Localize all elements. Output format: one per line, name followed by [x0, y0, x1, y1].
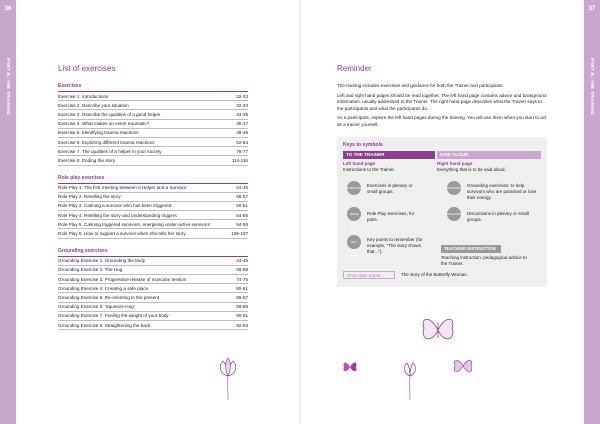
exercise-list: [58, 64, 248, 339]
said-aloud-header: SAID ALOUD: [437, 151, 541, 159]
to-trainer-header: TO THE TRAINER: [343, 151, 435, 159]
list-item: Exercise 7. The qualities of a helper in your society 76-77: [58, 147, 248, 156]
flower-illustration: [400, 360, 420, 400]
reminder-paragraph: As a participant, explore the left hand pages during the training. You will use them when you start to act as a trainer yourself.: [337, 115, 547, 127]
list-item: Grounding Exercise 5. Re-orienting to the present 86-87: [58, 293, 248, 302]
key-point-key-text: Key points to remember (for example, "The story shows that...").: [367, 236, 423, 254]
left-page-number: 36: [4, 6, 12, 12]
left-side-label: PART B: THE TRAINING: [6, 58, 11, 116]
list-item: Exercise 8. Ending the story 114-115: [58, 156, 248, 165]
list-item: Grounding Exercise 7. Feeling the weight of your body 90-91: [58, 312, 248, 321]
discussion-key-text: Discussions in plenary or small groups.: [467, 210, 529, 222]
list-item: Role Play 2. Retelling the story 56-57: [58, 193, 248, 202]
role-play-key-text: Role Play exercises, for pairs.: [367, 210, 415, 222]
left-page-key-desc: Instructions to the Trainer.: [343, 166, 395, 172]
list-item: Exercise 2. Describe your situation 32-33: [58, 101, 248, 110]
keys-title: Keys to symbols: [343, 141, 383, 148]
role-play-section: [58, 175, 248, 239]
left-page-edge: [0, 0, 16, 424]
once-upon-a-time-badge: Once upon a time...: [343, 271, 395, 279]
large-butterfly-illustration: [420, 312, 456, 348]
left-page-key-title: Left hand page: [343, 160, 376, 166]
reminder-paragraph: Left and right hand pages should be read together. The left hand page contains advice and background information, usually addressed to the Trainer. The right hand page describes what the Trainer says to the participants and what the participants do.: [337, 92, 547, 111]
list-item: Grounding Exercise 1. Grounding the body 44-45: [58, 257, 248, 266]
exercise-key-text: Exercises in plenary or small groups.: [367, 182, 413, 194]
reminder-panel: [337, 64, 549, 287]
reminder-title: Reminder: [337, 64, 372, 73]
once-upon-a-time-desc: The story of the Butterfly Woman.: [401, 271, 468, 277]
grounding-key-text: Grounding exercises: to help survivors who are panicked or lose their energy.: [467, 182, 537, 200]
small-butterfly-illustration: [342, 360, 358, 374]
list-item: Exercise 5. Identifying trauma reactions 48-49: [58, 129, 248, 138]
list-item: Role Play 1. The first meeting between a Helper and a Survivor 34-35: [58, 184, 248, 193]
list-item: Grounding Exercise 6. 'Squeeze-Hug' 88-89: [58, 303, 248, 312]
right-page-edge: [584, 0, 600, 424]
reminder-paragraph: The training includes exercises and guidance for both the Trainer and participants.: [337, 83, 505, 88]
list-item: Grounding Exercise 4. Creating a safe place 80-81: [58, 284, 248, 293]
section-title: Exercises: [58, 83, 248, 92]
list-item: Exercise 1. Introductions 32-33: [58, 92, 248, 101]
grounding-icon: GROUNDING: [447, 181, 461, 195]
list-item: Grounding Exercise 3. Progressive release of muscular tension 74-75: [58, 275, 248, 284]
list-item: Exercise 6. Exploring different trauma reactions 52-53: [58, 138, 248, 147]
keys-to-symbols-box: [337, 137, 547, 287]
role-play-icon: ROLE PLAY: [347, 207, 361, 221]
section-title: Role play exercises: [58, 175, 248, 184]
page-title: List of exercises: [58, 64, 116, 73]
section-title: Grounding exercises: [58, 248, 248, 257]
right-page-key-desc: Everything that is to be said aloud.: [437, 166, 506, 172]
list-item: Role Play 4. Retelling the story and understanding triggers 54-55: [58, 211, 248, 220]
exercise-icon: EXERCISE: [347, 181, 361, 195]
list-item: Role Play 5. Calming triggered survivors, energising under-active survivors 94-95: [58, 220, 248, 229]
right-page-key-title: Right hand page: [437, 160, 473, 166]
right-page-number: 37: [588, 6, 596, 12]
exercises-section: [58, 83, 248, 166]
right-side-label: PART B: THE TRAINING: [590, 58, 595, 116]
list-item: Role Play 6. How to support a survivor when she tells her story 106-107: [58, 229, 248, 238]
discussion-icon: DISCUSSION: [447, 207, 461, 221]
list-item: Exercise 4. What makes an event traumatic? 36-37: [58, 120, 248, 129]
book-gutter: [299, 0, 301, 424]
teaching-instruction-badge: TEACHING INSTRUCTION: [441, 245, 501, 253]
list-item: Exercise 3. Describe the qualities of a good helper 34-35: [58, 110, 248, 119]
key-point-icon: KEY POINT: [347, 235, 361, 249]
list-item: Grounding Exercise 8. Straightening the back 92-93: [58, 321, 248, 330]
butterfly-illustration: [452, 356, 474, 376]
grounding-section: [58, 248, 248, 331]
list-item: Role Play 3. Calming a survivor who has been triggered 50-51: [58, 202, 248, 211]
teaching-instruction-desc: Teaching instruction: pedagogical advice to the Trainer.: [441, 254, 527, 266]
list-item: Grounding Exercise 2. The Hug 58-59: [58, 266, 248, 275]
flower-illustration: [214, 356, 242, 400]
